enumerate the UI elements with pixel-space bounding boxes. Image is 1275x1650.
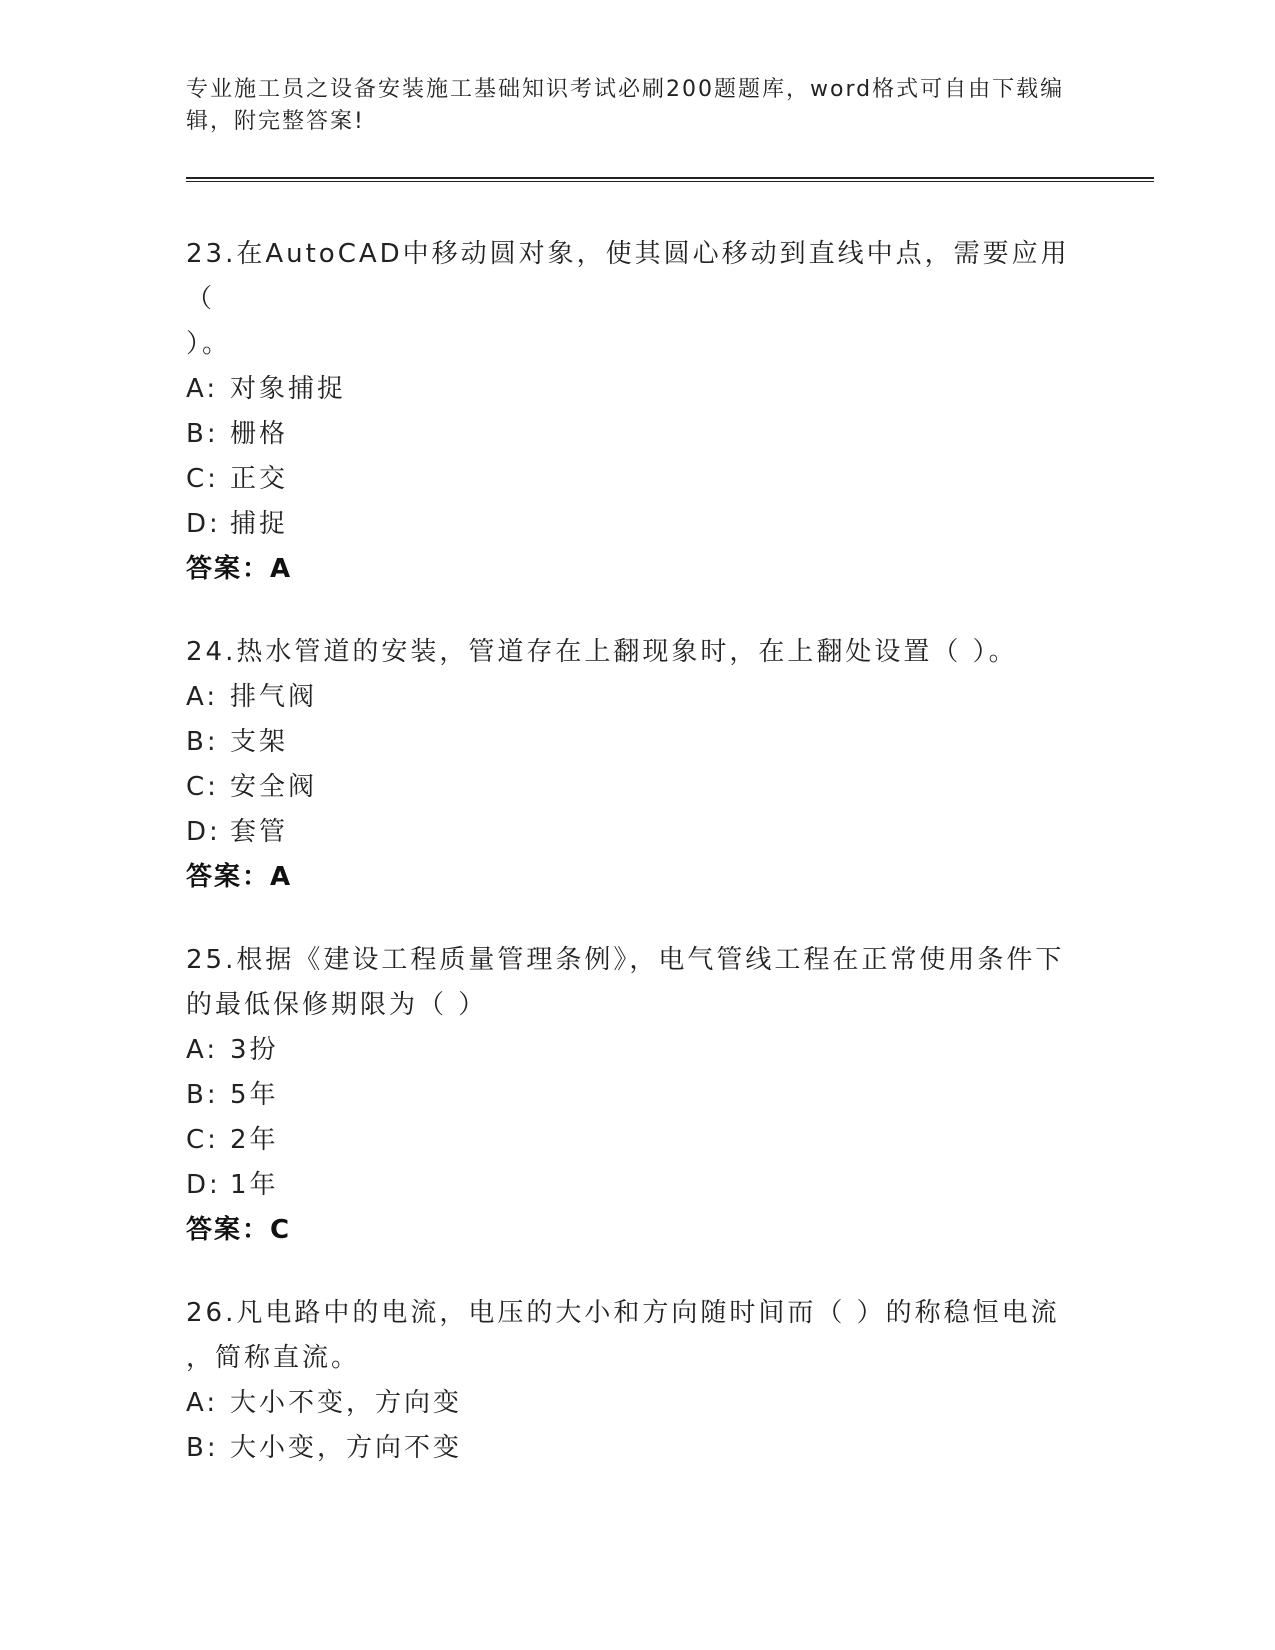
- option-text: 3扮: [230, 1035, 279, 1065]
- option-b: [186, 720, 1086, 765]
- option-text: 2年: [230, 1125, 279, 1155]
- option-b: [186, 412, 1086, 457]
- option-key: B:: [186, 727, 219, 757]
- option-key: B:: [186, 1080, 219, 1110]
- option-key: A:: [186, 682, 219, 712]
- answer-line: 答案：C: [186, 1215, 292, 1245]
- question-item: [186, 1291, 1086, 1471]
- option-a: [186, 1028, 1086, 1073]
- option-key: C:: [186, 464, 219, 494]
- option-c: [186, 1118, 1086, 1163]
- option-key: D:: [186, 817, 221, 847]
- option-text: 正交: [230, 464, 289, 494]
- option-key: B:: [186, 419, 219, 449]
- option-text: 对象捕捉: [230, 374, 347, 404]
- option-a: [186, 367, 1086, 412]
- option-key: A:: [186, 1388, 219, 1418]
- question-item: [186, 232, 1086, 592]
- option-c: [186, 457, 1086, 502]
- option-a: [186, 1381, 1086, 1426]
- option-key: A:: [186, 374, 219, 404]
- question-stem: 23.在AutoCAD中移动圆对象，使其圆心移动到直线中点，需要应用（ ）。: [186, 239, 1070, 359]
- header-divider: [186, 177, 1154, 182]
- option-d: [186, 502, 1086, 547]
- option-text: 安全阀: [230, 772, 318, 802]
- option-text: 套管: [230, 817, 289, 847]
- option-key: D:: [186, 1170, 221, 1200]
- question-stem: 24.热水管道的安装，管道存在上翻现象时，在上翻处设置（ ）。: [186, 637, 1018, 667]
- option-text: 捕捉: [230, 509, 289, 539]
- question-list: [186, 232, 1086, 1509]
- question-stem: 25.根据《建设工程质量管理条例》，电气管线工程在正常使用条件下 的最低保修期限为（ ）: [186, 945, 1065, 1020]
- option-d: [186, 1163, 1086, 1208]
- option-text: 排气阀: [230, 682, 318, 712]
- option-text: 5年: [230, 1080, 279, 1110]
- option-text: 大小不变，方向变: [230, 1388, 463, 1418]
- option-text: 1年: [230, 1170, 279, 1200]
- option-b: [186, 1426, 1086, 1471]
- answer-line: 答案：A: [186, 554, 293, 584]
- option-key: B:: [186, 1433, 219, 1463]
- option-d: [186, 810, 1086, 855]
- option-key: C:: [186, 772, 219, 802]
- option-text: 支架: [230, 727, 289, 757]
- question-item: [186, 938, 1086, 1253]
- option-key: D:: [186, 509, 221, 539]
- question-stem: 26.凡电路中的电流，电压的大小和方向随时间而（ ）的称稳恒电流 ，简称直流。: [186, 1298, 1060, 1373]
- option-key: A:: [186, 1035, 219, 1065]
- option-key: C:: [186, 1125, 219, 1155]
- document-header-title: 专业施工员之设备安装施工基础知识考试必刷200题题库，word格式可自由下载编辑，附完整答案!: [186, 77, 1065, 134]
- option-c: [186, 765, 1086, 810]
- question-item: [186, 630, 1086, 900]
- option-text: 大小变，方向不变: [230, 1433, 463, 1463]
- option-b: [186, 1073, 1086, 1118]
- option-text: 栅格: [230, 419, 289, 449]
- answer-line: 答案：A: [186, 862, 293, 892]
- option-a: [186, 675, 1086, 720]
